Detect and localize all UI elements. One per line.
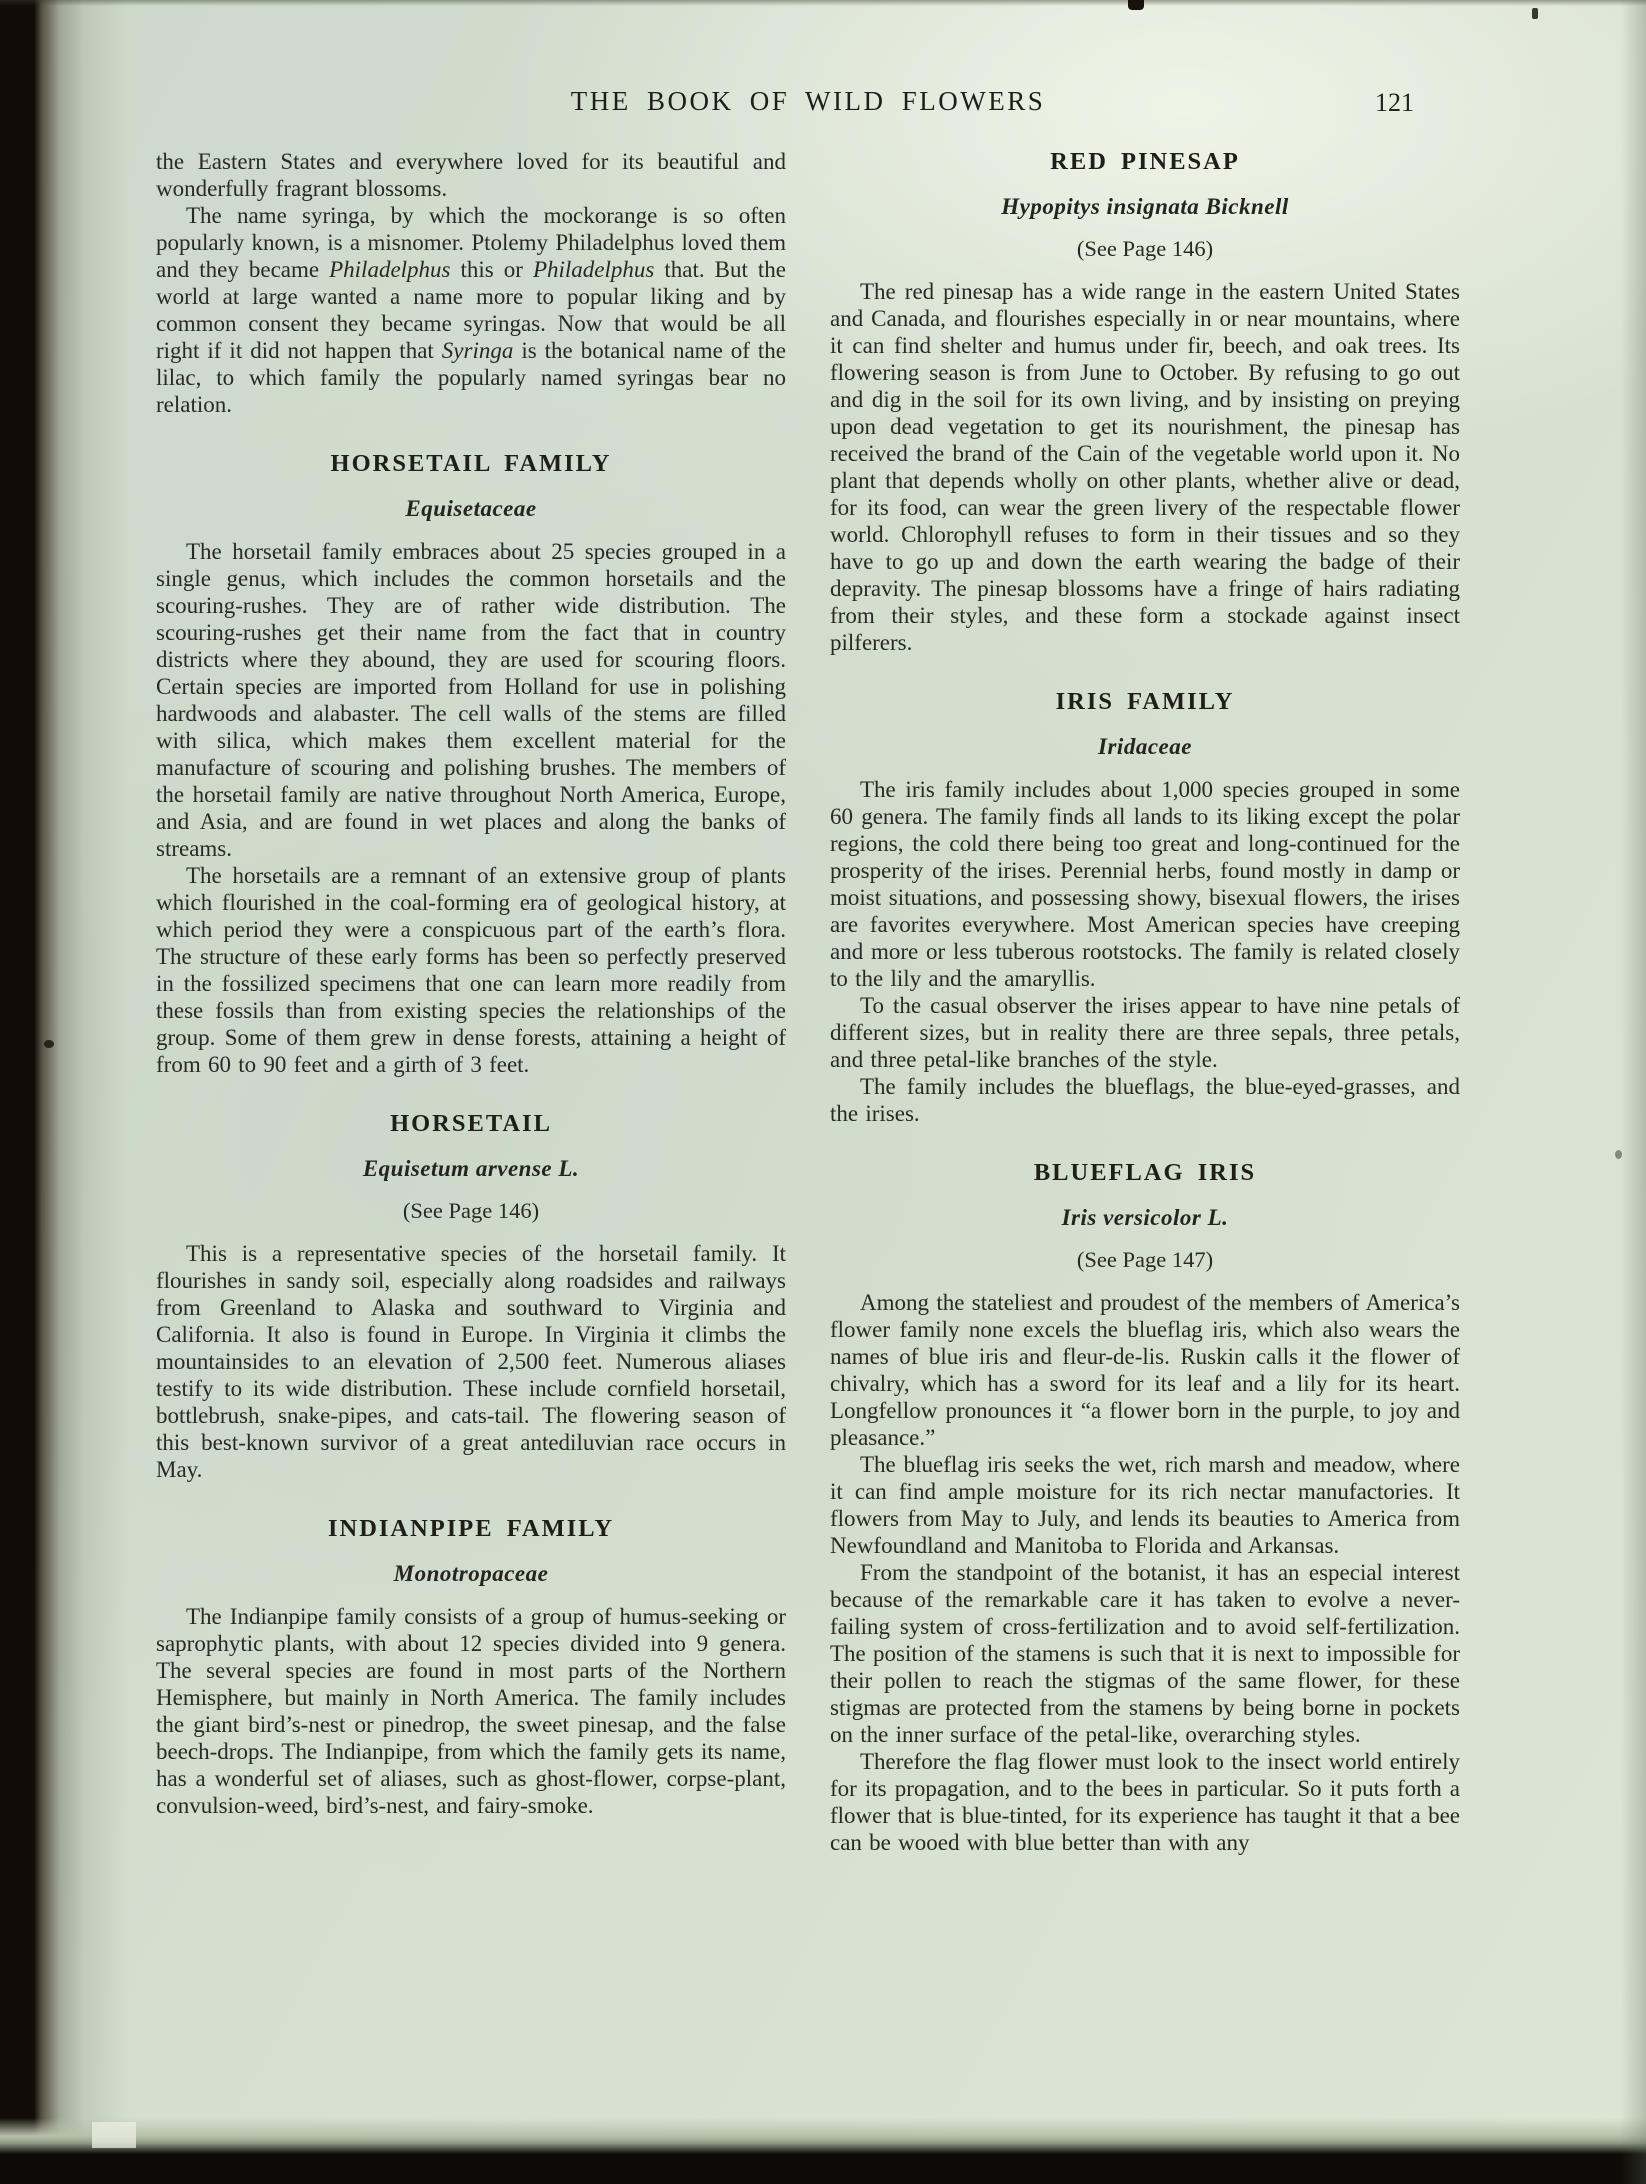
page-bottom-edge <box>0 2118 1646 2184</box>
species-name-equisetum-arvense: Equisetum arvense L. <box>362 1156 580 1181</box>
scan-artifact-dot <box>1615 1150 1622 1159</box>
section-heading-indianpipe-family: INDIANPIPE FAMILY <box>327 1515 615 1542</box>
paragraph-iris-family-2: To the casual observer the irises appear to have nine petals of different sizes, but in reality there are three sepals, three petals, and three petal-like branches of the style. <box>830 993 1460 1072</box>
section-heading-red-pinesap: RED PINESAP <box>1050 148 1240 175</box>
paragraph-syringa: The name syringa, by which the mockorange is so often popularly known, is a misnomer. Ptolemy Philadelphus loved them and they became Philadelphus this or Philadelphus that. But the world at large wanted a name more to popular liking and by common consent they became syringas. Now that would be all right if it did not happen that Syringa is the botanical name of the lilac, to which family the popularly named syringas bear no relation. <box>156 203 787 417</box>
scan-artifact-corner <box>92 2122 136 2148</box>
see-page-note: (See Page 147) <box>1076 1247 1214 1272</box>
section-heading-horsetail: HORSETAIL <box>390 1110 552 1137</box>
section-heading-blueflag-iris: BLUEFLAG IRIS <box>1033 1159 1257 1186</box>
species-name-equisetaceae: Equisetaceae <box>405 496 537 521</box>
paragraph-red-pinesap: The red pinesap has a wide range in the eastern United States and Canada, and flourishes especially in or near mountains, where it can find shelter and humus under fir, beech, and oak trees. Its flowering season is from June to October. By refusing to go out and dig in the soil for its own living, and by insisting on preying upon dead vegetation to get its nourishment, the pinesap has received the brand of the Cain of the vegetable world upon it. No plant that depends wholly on other plants, whether alive or dead, for its food, can wear the green livery of the respectable flower world. Chlorophyll refuses to form in their tissues and so they have to go up and down the earth wearing the badge of their depravity. The pinesap blossoms have a fringe of hairs radiating from their styles, and these form a stockade against insect pilferers. <box>830 279 1460 655</box>
page-number: 121 <box>1375 88 1414 117</box>
scan-artifact-tick <box>1532 8 1538 19</box>
scan-artifact-speck <box>44 1040 54 1048</box>
section-heading-horsetail-family: HORSETAIL FAMILY <box>330 450 612 477</box>
paragraph-iris-family-3: The family includes the blueflags, the blue-eyed-grasses, and the irises. <box>830 1074 1460 1126</box>
paragraph-horsetail-family-2: The horsetails are a remnant of an extensive group of plants which flourished in the coal-forming era of geological history, at which period they were a conspicuous part of the earth’s flora. The structure of these early forms has been so perfectly preserved in the fossilized specimens that one can learn more readily from these fossils than from existing species the relationships of the group. Some of them grew in dense forests, attaining a height of from 60 to 90 feet and a girth of 3 feet. <box>156 863 786 1077</box>
see-page-note: (See Page 146) <box>1076 236 1214 261</box>
book-spine-shadow <box>0 0 130 2184</box>
page-top-edge <box>0 0 1646 6</box>
paragraph-continuation: the Eastern States and everywhere loved for its beautiful and wonderfully fragrant blossoms. <box>156 149 786 201</box>
species-name-hypopitys: Hypopitys insignata Bicknell <box>1001 194 1289 219</box>
species-name-monotropaceae: Monotropaceae <box>393 1561 549 1586</box>
running-title: THE BOOK OF WILD FLOWERS <box>570 86 1046 116</box>
paragraph-blueflag-iris-2: The blueflag iris seeks the wet, rich marsh and meadow, where it can find ample moisture for its rich nectar manufactories. It flowers from May to July, and lends its beauties to America from Newfoundland and Manitoba to Florida and Arkansas. <box>830 1452 1460 1558</box>
paragraph-blueflag-iris-4: Therefore the flag flower must look to the insect world entirely for its propagation, and to the bees in particular. So it puts forth a flower that is blue-tinted, for its experience has taught it that a bee can be wooed with blue better than with any <box>830 1749 1460 1855</box>
see-page-note: (See Page 146) <box>402 1198 540 1223</box>
paragraph-blueflag-iris-1: Among the stateliest and proudest of the members of America’s flower family none excels the blueflag iris, which also wears the names of blue iris and fleur-de-lis. Ruskin calls it the flower of chivalry, which has a sword for its leaf and a lily for its heart. Longfellow pronounces it “a flower born in the purple, to joy and pleasance.” <box>830 1290 1460 1450</box>
paragraph-iris-family-1: The iris family includes about 1,000 species grouped in some 60 genera. The family finds all lands to its liking except the polar regions, the cold there being too great and long-continued for the prosperity of the irises. Perennial herbs, found mostly in damp or moist situations, and possessing showy, bisexual flowers, the irises are favorites everywhere. Most American species have creeping and more or less tuberous rootstocks. The family is related closely to the lily and the amaryllis. <box>830 777 1460 991</box>
running-head <box>156 86 1460 132</box>
paragraph-indianpipe-family: The Indianpipe family consists of a group of humus-seeking or saprophytic plants, with about 12 species divided into 9 genera. The several species are found in most parts of the Northern Hemisphere, but mainly in North America. The family includes the giant bird’s-nest or pinedrop, the sweet pinesap, and the false beech-drops. The Indianpipe, from which the family gets its name, has a wonderful set of aliases, such as ghost-flower, corpse-plant, convulsion-weed, bird’s-nest, and fairy-smoke. <box>156 1604 786 1818</box>
species-name-iridaceae: Iridaceae <box>1098 734 1192 759</box>
paragraph-blueflag-iris-3: From the standpoint of the botanist, it has an especial interest because of the remarkable care it has taken to evolve a never-failing system of cross-fertilization and to avoid self-fertilization. The position of the stamens is such that it is next to impossible for their pollen to reach the stigmas of the same flower, for these stigmas are protected from the stamens by being borne in pockets on the inner surface of the petal-like, overarching styles. <box>830 1560 1460 1747</box>
page-right-edge <box>1620 0 1646 2184</box>
scan-artifact-notch <box>1128 0 1144 10</box>
left-column <box>156 148 786 1856</box>
text-columns <box>156 148 1460 1856</box>
section-heading-iris-family: IRIS FAMILY <box>1055 688 1235 715</box>
right-column <box>830 148 1460 1856</box>
paragraph-horsetail-family-1: The horsetail family embraces about 25 species grouped in a single genus, which includes the common horsetails and the scouring-rushes. They are of rather wide distribution. The scouring-rushes get their name from the fact that in country districts where they abound, they are used for scouring floors. Certain species are imported from Holland for use in polishing hardwoods and alabaster. The cell walls of the stems are filled with silica, which makes them excellent material for the manufacture of scouring and polishing brushes. The members of the horsetail family are native throughout North America, Europe, and Asia, and are found in wet places and along the banks of streams. <box>156 539 786 861</box>
page-content <box>156 86 1460 1856</box>
paragraph-horsetail: This is a representative species of the horsetail family. It flourishes in sandy soil, especially along roadsides and railways from Greenland to Alaska and southward to Virginia and California. It also is found in Europe. In Virginia it climbs the mountainsides to an elevation of 2,500 feet. Numerous aliases testify to its wide distribution. These include cornfield horsetail, bottlebrush, snake-pipes, and cats-tail. The flowering season of this best-known survivor of a great antediluvian race occurs in May. <box>156 1241 786 1482</box>
species-name-iris-versicolor: Iris versicolor L. <box>1061 1205 1229 1230</box>
